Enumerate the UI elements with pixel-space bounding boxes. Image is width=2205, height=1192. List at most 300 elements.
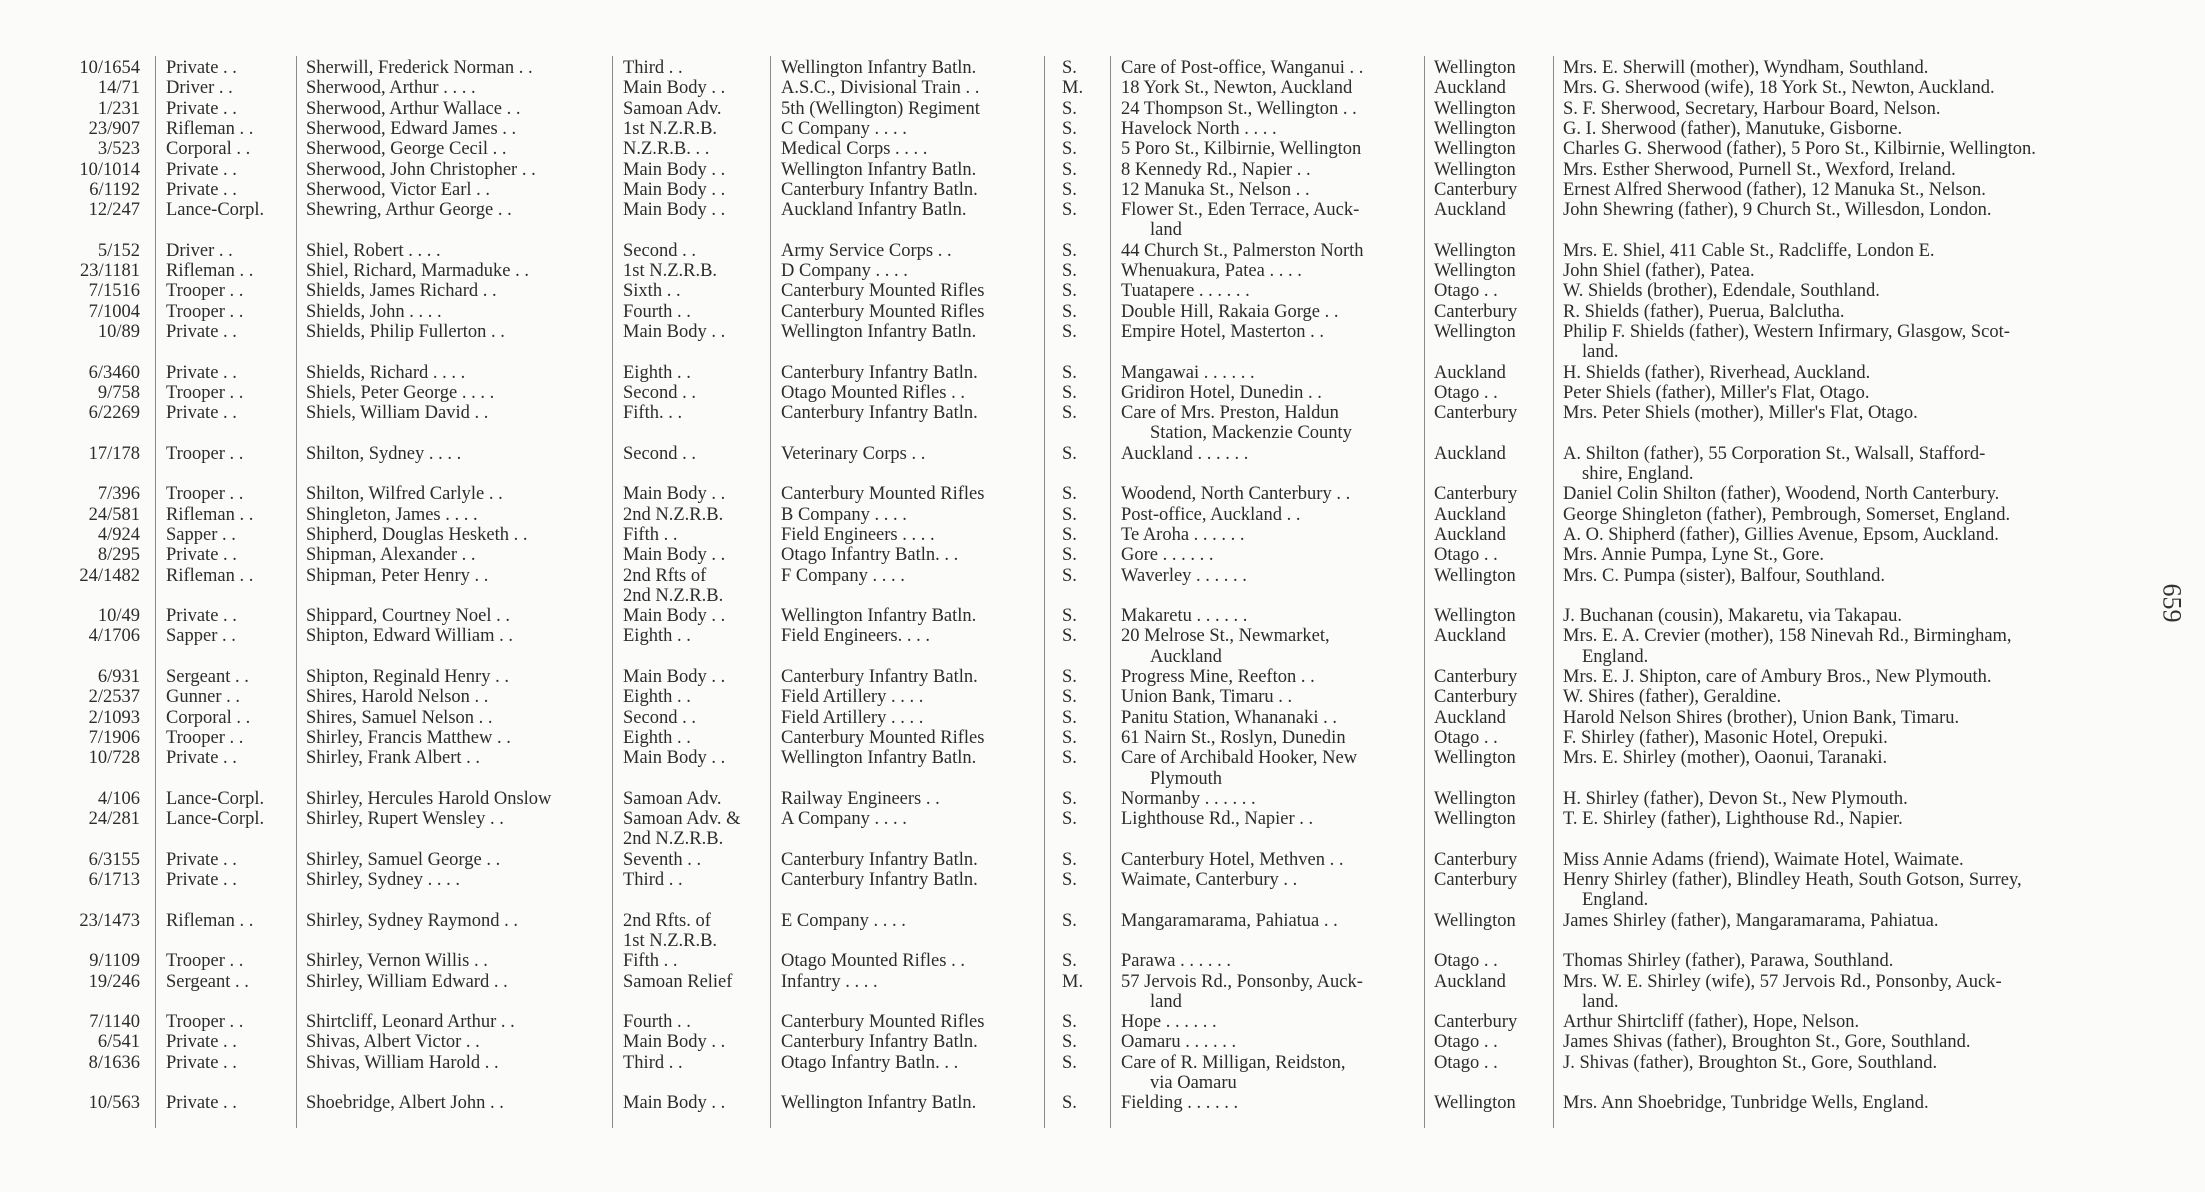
roll-entry-continuation	[0, 586, 2160, 606]
service-number: 7/1516	[88, 281, 140, 302]
district: Otago . .	[1434, 545, 1498, 566]
district: Wellington	[1434, 118, 1516, 139]
unit: Canterbury Infantry Batln.	[781, 667, 978, 687]
next-of-kin: James Shivas (father), Broughton St., Gore, Southland.	[1563, 1032, 1971, 1053]
rank: Driver . .	[166, 78, 233, 99]
last-address-continuation: via Oamaru	[1150, 1073, 1237, 1093]
roll-entry-continuation	[0, 992, 2160, 1012]
draft: Main Body . .	[623, 1032, 726, 1053]
last-address: Care of Post-office, Wanganui . .	[1121, 58, 1364, 78]
draft-continuation: 2nd N.Z.R.B.	[623, 585, 724, 606]
rank: Gunner . .	[166, 687, 240, 708]
marital-status: S.	[1062, 687, 1077, 708]
district: Otago . .	[1434, 1032, 1498, 1053]
last-address: Waimate, Canterbury . .	[1121, 870, 1298, 890]
rank: Private . .	[166, 98, 237, 119]
last-address: 5 Poro St., Kilbirnie, Wellington	[1121, 139, 1362, 160]
service-number: 23/907	[88, 118, 140, 139]
service-number: 6/2269	[88, 403, 140, 424]
unit: Canterbury Infantry Batln.	[781, 362, 978, 383]
soldier-name: Shirley, Hercules Harold Onslow	[306, 788, 552, 809]
next-of-kin: Miss Annie Adams (friend), Waimate Hotel, Waimate.	[1563, 849, 1964, 870]
rank: Trooper . .	[166, 727, 244, 748]
next-of-kin: John Shiel (father), Patea.	[1563, 261, 1755, 281]
marital-status: S.	[1062, 139, 1077, 160]
rank: Rifleman . .	[166, 504, 254, 525]
marital-status: S.	[1062, 1012, 1077, 1033]
service-number: 17/178	[88, 443, 140, 464]
rank: Rifleman . .	[166, 565, 254, 586]
soldier-name: Sherwood, Arthur Wallace . .	[306, 98, 521, 119]
draft: Sixth . .	[623, 281, 681, 302]
unit: Canterbury Mounted Rifles	[781, 281, 985, 302]
rank: Trooper . .	[166, 484, 244, 505]
rank: Private . .	[166, 159, 237, 180]
rank: Driver . .	[166, 240, 233, 261]
last-address: Mangaramarama, Pahiatua . .	[1121, 910, 1338, 931]
next-of-kin: H. Shields (father), Riverhead, Auckland.	[1563, 362, 1871, 383]
last-address: Double Hill, Rakaia Gorge . .	[1121, 301, 1339, 322]
rank: Trooper . .	[166, 443, 244, 464]
roll-entry	[0, 403, 2160, 424]
rank: Private . .	[166, 849, 237, 870]
draft: Fifth . .	[623, 951, 678, 972]
district: Auckland	[1434, 971, 1506, 992]
next-of-kin: S. F. Sherwood, Secretary, Harbour Board, Nelson.	[1563, 98, 1941, 119]
district: Auckland	[1434, 626, 1506, 647]
roll-entry-continuation	[0, 342, 2160, 362]
district: Otago . .	[1434, 727, 1498, 748]
roll-entry	[0, 281, 2160, 302]
soldier-name: Sherwood, Victor Earl . .	[306, 179, 491, 200]
marital-status: S.	[1062, 788, 1077, 809]
draft: Eighth . .	[623, 687, 691, 708]
service-number: 2/2537	[88, 687, 140, 708]
next-of-kin: Mrs. E. J. Shipton, care of Ambury Bros., New Plymouth.	[1563, 667, 1992, 687]
unit: Wellington Infantry Batln.	[781, 1093, 977, 1114]
service-number: 6/3460	[88, 362, 140, 383]
unit: Wellington Infantry Batln.	[781, 159, 977, 180]
next-of-kin: Thomas Shirley (father), Parawa, Southland.	[1563, 951, 1894, 972]
district: Canterbury	[1434, 667, 1518, 687]
roll-entry	[0, 911, 2160, 929]
service-number: 2/1093	[88, 707, 140, 728]
next-of-kin: W. Shields (brother), Edendale, Southland.	[1563, 281, 1880, 302]
soldier-name: Shipton, Edward William . .	[306, 626, 514, 647]
service-number: 10/49	[97, 606, 140, 627]
rank: Private . .	[166, 321, 237, 342]
draft: Second . .	[623, 707, 696, 728]
next-of-kin: Mrs. Esther Sherwood, Purnell St., Wexford, Ireland.	[1563, 159, 1956, 180]
soldier-name: Shiels, Peter George . . . .	[306, 382, 495, 403]
soldier-name: Shirley, Rupert Wensley . .	[306, 809, 504, 830]
district: Wellington	[1434, 261, 1516, 281]
district: Wellington	[1434, 321, 1516, 342]
service-number: 9/1109	[89, 951, 140, 972]
marital-status: S.	[1062, 301, 1077, 322]
last-address: 44 Church St., Palmerston North	[1121, 240, 1364, 261]
marital-status: S.	[1062, 504, 1077, 525]
soldier-name: Shirley, Sydney Raymond . .	[306, 910, 519, 931]
marital-status: S.	[1062, 403, 1077, 424]
marital-status: S.	[1062, 261, 1077, 281]
district: Wellington	[1434, 565, 1516, 586]
rank: Corporal . .	[166, 139, 251, 160]
next-of-kin: George Shingleton (father), Pembrough, Somerset, England.	[1563, 504, 2011, 525]
soldier-name: Shilton, Sydney . . . .	[306, 443, 462, 464]
soldier-name: Shipman, Peter Henry . .	[306, 565, 489, 586]
last-address: Panitu Station, Whananaki . .	[1121, 707, 1337, 728]
roll-entry	[0, 1012, 2160, 1033]
last-address: Te Aroha . . . . . .	[1121, 524, 1245, 545]
draft: Samoan Adv.	[623, 788, 722, 809]
draft-continuation: 2nd N.Z.R.B.	[623, 829, 724, 850]
unit: A.S.C., Divisional Train . .	[781, 78, 980, 99]
roll-entry	[0, 545, 2160, 566]
next-of-kin: A. O. Shipherd (father), Gillies Avenue, Epsom, Auckland.	[1563, 524, 1999, 545]
marital-status: S.	[1062, 484, 1077, 505]
soldier-name: Shippard, Courtney Noel . .	[306, 606, 510, 627]
roll-entry-continuation	[0, 647, 2160, 667]
draft: Third . .	[623, 58, 683, 78]
unit: Field Artillery . . . .	[781, 707, 924, 728]
service-number: 6/1713	[88, 870, 140, 890]
last-address-continuation: land	[1150, 991, 1182, 1012]
next-of-kin: Mrs. E. Sherwill (mother), Wyndham, Southland.	[1563, 58, 1929, 78]
rank: Private . .	[166, 1032, 237, 1053]
rank: Private . .	[166, 748, 237, 769]
unit: Wellington Infantry Batln.	[781, 58, 977, 78]
draft: Third . .	[623, 870, 683, 890]
last-address: Woodend, North Canterbury . .	[1121, 484, 1351, 505]
roll-entry	[0, 1032, 2160, 1053]
marital-status: M.	[1062, 971, 1084, 992]
rank: Trooper . .	[166, 301, 244, 322]
last-address: Hope . . . . . .	[1121, 1012, 1217, 1033]
unit: A Company . . . .	[781, 809, 907, 830]
district: Wellington	[1434, 139, 1516, 160]
unit: Army Service Corps . .	[781, 240, 952, 261]
draft: Fourth . .	[623, 301, 691, 322]
last-address: Whenuakura, Patea . . . .	[1121, 261, 1302, 281]
district: Wellington	[1434, 910, 1516, 931]
marital-status: S.	[1062, 951, 1077, 972]
last-address: Flower St., Eden Terrace, Auck-	[1121, 200, 1360, 221]
next-of-kin: G. I. Sherwood (father), Manutuke, Gisborne.	[1563, 118, 1903, 139]
next-of-kin: Harold Nelson Shires (brother), Union Bank, Timaru.	[1563, 707, 1960, 728]
next-of-kin: A. Shilton (father), 55 Corporation St., Walsall, Stafford-	[1563, 443, 1986, 464]
service-number: 10/563	[88, 1093, 140, 1114]
draft: Samoan Relief	[623, 971, 733, 992]
draft: Samoan Adv.	[623, 98, 722, 119]
rank: Trooper . .	[166, 951, 244, 972]
marital-status: S.	[1062, 58, 1077, 78]
last-address: Canterbury Hotel, Methven . .	[1121, 849, 1344, 870]
marital-status: S.	[1062, 200, 1077, 221]
service-number: 4/1706	[88, 626, 140, 647]
service-number: 10/1014	[79, 159, 140, 180]
draft: Second . .	[623, 382, 696, 403]
draft: Third . .	[623, 1052, 683, 1073]
roll-entry	[0, 1053, 2160, 1071]
unit: Canterbury Mounted Rifles	[781, 1012, 985, 1033]
district: Wellington	[1434, 58, 1516, 78]
roll-entry	[0, 139, 2160, 160]
next-of-kin: J. Buchanan (cousin), Makaretu, via Takapau.	[1563, 606, 1902, 627]
rank: Private . .	[166, 545, 237, 566]
soldier-name: Shivas, Albert Victor . .	[306, 1032, 480, 1053]
draft: Main Body . .	[623, 748, 726, 769]
service-number: 9/758	[97, 382, 140, 403]
draft: Main Body . .	[623, 667, 726, 687]
marital-status: S.	[1062, 1093, 1077, 1114]
rank: Private . .	[166, 1093, 237, 1114]
roll-entry-continuation	[0, 423, 2160, 443]
page-number: 659	[2157, 583, 2187, 623]
roll-entry	[0, 58, 2160, 76]
service-number: 24/281	[88, 809, 140, 830]
soldier-name: Shingleton, James . . . .	[306, 504, 478, 525]
roll-entry	[0, 870, 2160, 888]
last-address: Care of Mrs. Preston, Haldun	[1121, 403, 1339, 424]
unit: Canterbury Infantry Batln.	[781, 1032, 978, 1053]
service-number: 12/247	[88, 200, 140, 221]
next-of-kin: Mrs. C. Pumpa (sister), Balfour, Southland.	[1563, 565, 1885, 586]
roll-entry	[0, 789, 2160, 807]
marital-status: S.	[1062, 1032, 1077, 1053]
last-address: Union Bank, Timaru . .	[1121, 687, 1293, 708]
marital-status: S.	[1062, 281, 1077, 302]
draft: Second . .	[623, 443, 696, 464]
unit: Canterbury Infantry Batln.	[781, 179, 978, 200]
marital-status: S.	[1062, 240, 1077, 261]
next-of-kin: Daniel Colin Shilton (father), Woodend, North Canterbury.	[1563, 484, 2000, 505]
district: Wellington	[1434, 159, 1516, 180]
draft: Main Body . .	[623, 1093, 726, 1114]
unit: F Company . . . .	[781, 565, 905, 586]
service-number: 4/924	[97, 524, 140, 545]
roll-entry	[0, 322, 2160, 340]
next-of-kin: F. Shirley (father), Masonic Hotel, Orepuki.	[1563, 727, 1888, 748]
roll-entry	[0, 809, 2160, 830]
draft: 2nd Rfts. of	[623, 910, 711, 931]
unit: Canterbury Infantry Batln.	[781, 403, 978, 424]
roll-entry	[0, 525, 2160, 543]
next-of-kin: Mrs. Annie Pumpa, Lyne St., Gore.	[1563, 545, 1825, 566]
service-number: 5/152	[97, 240, 140, 261]
rank: Private . .	[166, 606, 237, 627]
district: Auckland	[1434, 200, 1506, 221]
roll-entry	[0, 180, 2160, 198]
roll-entry	[0, 850, 2160, 868]
rank: Trooper . .	[166, 281, 244, 302]
draft: Main Body . .	[623, 545, 726, 566]
draft-continuation: 1st N.Z.R.B.	[623, 930, 718, 951]
next-of-kin: John Shewring (father), 9 Church St., Willesdon, London.	[1563, 200, 1992, 221]
service-number: 8/1636	[88, 1052, 140, 1073]
soldier-name: Shoebridge, Albert John . .	[306, 1093, 504, 1114]
district: Wellington	[1434, 1093, 1516, 1114]
unit: E Company . . . .	[781, 910, 906, 931]
rank: Lance-Corpl.	[166, 200, 265, 221]
marital-status: S.	[1062, 849, 1077, 870]
roll-entry	[0, 261, 2160, 279]
soldier-name: Shields, John . . . .	[306, 301, 442, 322]
marital-status: M.	[1062, 78, 1084, 99]
last-address: Normanby . . . . . .	[1121, 788, 1256, 809]
unit: Canterbury Infantry Batln.	[781, 849, 978, 870]
rank: Private . .	[166, 58, 237, 78]
roll-entry	[0, 241, 2160, 259]
last-address: 8 Kennedy Rd., Napier . .	[1121, 159, 1311, 180]
unit: Otago Mounted Rifles . .	[781, 951, 965, 972]
marital-status: S.	[1062, 707, 1077, 728]
unit: Otago Mounted Rifles . .	[781, 382, 965, 403]
service-number: 10/1654	[79, 58, 140, 78]
next-of-kin: Charles G. Sherwood (father), 5 Poro St., Kilbirnie, Wellington.	[1563, 139, 2036, 160]
soldier-name: Shipherd, Douglas Hesketh . .	[306, 524, 528, 545]
district: Wellington	[1434, 788, 1516, 809]
next-of-kin: W. Shires (father), Geraldine.	[1563, 687, 1782, 708]
marital-status: S.	[1062, 606, 1077, 627]
roll-entry	[0, 302, 2160, 320]
unit: Wellington Infantry Batln.	[781, 748, 977, 769]
last-address: 57 Jervois Rd., Ponsonby, Auck-	[1121, 971, 1363, 992]
draft: Eighth . .	[623, 626, 691, 647]
last-address: Oamaru . . . . . .	[1121, 1032, 1237, 1053]
next-of-kin: Mrs. E. Shiel, 411 Cable St., Radcliffe, London E.	[1563, 240, 1935, 261]
service-number: 19/246	[88, 971, 140, 992]
draft: 2nd N.Z.R.B.	[623, 504, 724, 525]
soldier-name: Shilton, Wilfred Carlyle . .	[306, 484, 503, 505]
marital-status: S.	[1062, 748, 1077, 769]
service-number: 6/541	[97, 1032, 140, 1053]
draft: Main Body . .	[623, 321, 726, 342]
service-number: 1/231	[97, 98, 140, 119]
unit: Wellington Infantry Batln.	[781, 321, 977, 342]
draft: Fourth . .	[623, 1012, 691, 1033]
draft: Fifth . .	[623, 524, 678, 545]
rank: Private . .	[166, 362, 237, 383]
roll-entry	[0, 951, 2160, 972]
soldier-name: Shiel, Robert . . . .	[306, 240, 441, 261]
roll-entry	[0, 78, 2160, 99]
service-number: 24/1482	[79, 565, 140, 586]
district: Wellington	[1434, 606, 1516, 627]
next-of-kin: Mrs. E. A. Crevier (mother), 158 Ninevah Rd., Birmingham,	[1563, 626, 2012, 647]
roll-entry	[0, 1093, 2160, 1114]
district: Canterbury	[1434, 179, 1518, 200]
last-address: Gore . . . . . .	[1121, 545, 1214, 566]
marital-status: S.	[1062, 667, 1077, 687]
rank: Corporal . .	[166, 707, 251, 728]
last-address: Tuatapere . . . . . .	[1121, 281, 1250, 302]
soldier-name: Shires, Samuel Nelson . .	[306, 707, 493, 728]
unit: 5th (Wellington) Regiment	[781, 98, 980, 119]
next-of-kin: T. E. Shirley (father), Lighthouse Rd., Napier.	[1563, 809, 1903, 830]
draft: 1st N.Z.R.B.	[623, 118, 718, 139]
roll-entry-continuation	[0, 464, 2160, 484]
unit: Veterinary Corps . .	[781, 443, 926, 464]
rank: Sapper . .	[166, 524, 236, 545]
soldier-name: Sherwill, Frederick Norman . .	[306, 58, 533, 78]
last-address: Havelock North . . . .	[1121, 118, 1277, 139]
last-address: Progress Mine, Reefton . .	[1121, 667, 1315, 687]
district: Otago . .	[1434, 382, 1498, 403]
soldier-name: Shipman, Alexander . .	[306, 545, 476, 566]
unit: Medical Corps . . . .	[781, 139, 928, 160]
roll-entry	[0, 606, 2160, 627]
service-number: 4/106	[97, 788, 140, 809]
last-address: 24 Thompson St., Wellington . .	[1121, 98, 1357, 119]
unit: Infantry . . . .	[781, 971, 878, 992]
roll-entry	[0, 99, 2160, 117]
marital-status: S.	[1062, 727, 1077, 748]
roll-entry	[0, 363, 2160, 381]
rank: Private . .	[166, 870, 237, 890]
unit: Otago Infantry Batln. . .	[781, 545, 959, 566]
rank: Lance-Corpl.	[166, 788, 265, 809]
soldier-name: Shields, Richard . . . .	[306, 362, 466, 383]
soldier-name: Shirley, Francis Matthew . .	[306, 727, 511, 748]
last-address: Post-office, Auckland . .	[1121, 504, 1301, 525]
district: Auckland	[1434, 524, 1506, 545]
rank: Private . .	[166, 179, 237, 200]
district: Wellington	[1434, 240, 1516, 261]
rank: Trooper . .	[166, 382, 244, 403]
roll-entry	[0, 748, 2160, 769]
roll-entry-continuation	[0, 931, 2160, 951]
last-address: 12 Manuka St., Nelson . .	[1121, 179, 1310, 200]
district: Auckland	[1434, 504, 1506, 525]
last-address-continuation: Station, Mackenzie County	[1150, 423, 1352, 444]
roll-entry-continuation	[0, 1073, 2160, 1093]
soldier-name: Shields, James Richard . .	[306, 281, 497, 302]
soldier-name: Sherwood, John Christopher . .	[306, 159, 536, 180]
draft: Samoan Adv. &	[623, 809, 741, 830]
soldier-name: Shiels, William David . .	[306, 403, 489, 424]
draft: Seventh . .	[623, 849, 702, 870]
service-number: 6/1192	[89, 179, 140, 200]
next-of-kin: Peter Shiels (father), Miller's Flat, Otago.	[1563, 382, 1870, 403]
last-address: Waverley . . . . . .	[1121, 565, 1247, 586]
next-of-kin: R. Shields (father), Puerua, Balclutha.	[1563, 301, 1845, 322]
district: Canterbury	[1434, 870, 1518, 890]
rank: Private . .	[166, 1052, 237, 1073]
next-of-kin: Henry Shirley (father), Blindley Heath, South Gotson, Surrey,	[1563, 870, 2022, 890]
marital-status: S.	[1062, 118, 1077, 139]
soldier-name: Shewring, Arthur George . .	[306, 200, 512, 221]
next-of-kin: J. Shivas (father), Broughton St., Gore, Southland.	[1563, 1052, 1938, 1073]
district: Otago . .	[1434, 951, 1498, 972]
roll-entry	[0, 200, 2160, 221]
draft: Eighth . .	[623, 362, 691, 383]
soldier-name: Shirley, Sydney . . . .	[306, 870, 460, 890]
service-number: 6/3155	[88, 849, 140, 870]
last-address-continuation: land	[1150, 220, 1182, 241]
rank: Private . .	[166, 403, 237, 424]
service-number: 23/1181	[80, 261, 140, 281]
service-number: 7/1004	[88, 301, 140, 322]
soldier-name: Shiel, Richard, Marmaduke . .	[306, 261, 529, 281]
district: Canterbury	[1434, 849, 1518, 870]
unit: Auckland Infantry Batln.	[781, 200, 967, 221]
last-address: Lighthouse Rd., Napier . .	[1121, 809, 1314, 830]
roll-entry	[0, 119, 2160, 137]
district: Auckland	[1434, 362, 1506, 383]
district: Canterbury	[1434, 403, 1518, 424]
unit: Canterbury Infantry Batln.	[781, 870, 978, 890]
